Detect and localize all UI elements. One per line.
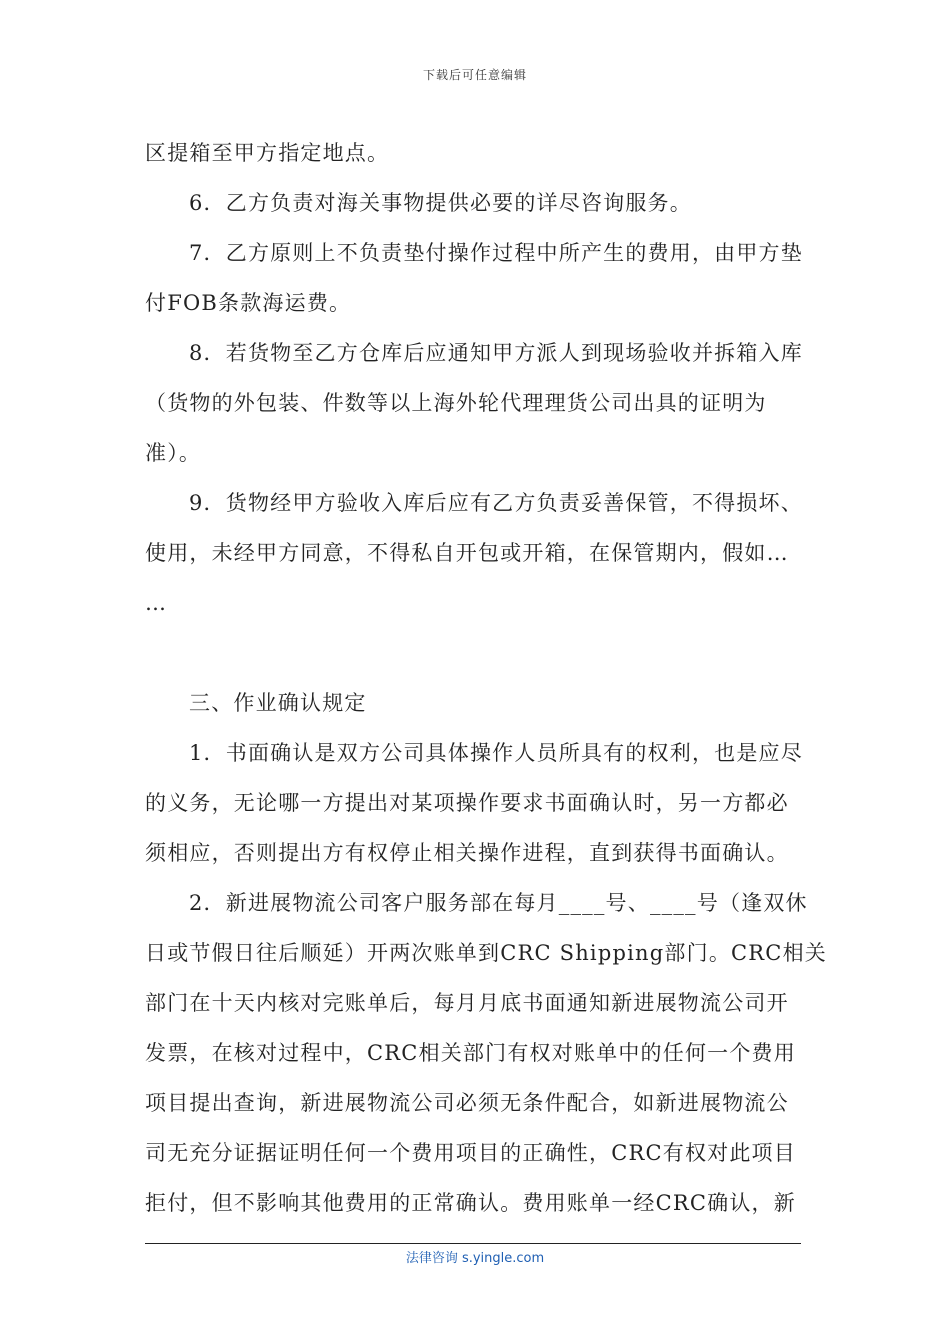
footer-divider: [145, 1243, 801, 1244]
body-line: 部门在十天内核对完账单后，每月月底书面通知新进展物流公司开: [145, 991, 789, 1015]
body-line: 使用，未经甲方同意，不得私自开包或开箱，在保管期内，假如…: [145, 541, 789, 565]
footer-link[interactable]: 法律咨询 s.yingle.com: [405, 1251, 545, 1266]
section-heading: 三、作业确认规定: [189, 691, 367, 715]
body-line: （货物的外包装、件数等以上海外轮代理理货公司出具的证明为: [145, 391, 767, 415]
body-line: 的义务，无论哪一方提出对某项操作要求书面确认时，另一方都必: [145, 791, 789, 815]
body-line: …: [145, 591, 168, 615]
clause-9-line: 9．货物经甲方验收入库后应有乙方负责妥善保管，不得损坏、: [189, 491, 803, 515]
paragraph-spacer: [145, 628, 801, 678]
clause-1-line: 1．书面确认是双方公司具体操作人员所具有的权利，也是应尽: [189, 741, 803, 765]
body-line: 项目提出查询，新进展物流公司必须无条件配合，如新进展物流公: [145, 1091, 789, 1115]
body-line: 付FOB条款海运费。: [145, 291, 352, 315]
body-line: 拒付，但不影响其他费用的正常确认。费用账单一经CRC确认，新: [145, 1191, 796, 1215]
body-line: 准）。: [145, 441, 202, 465]
clause-6-line: 6．乙方负责对海关事物提供必要的详尽咨询服务。: [189, 191, 692, 215]
body-line: 须相应，否则提出方有权停止相关操作进程，直到获得书面确认。: [145, 841, 789, 865]
clause-7-line: 7．乙方原则上不负责垫付操作过程中所产生的费用，由甲方垫: [189, 241, 803, 265]
document-body: [145, 128, 827, 1228]
header-note: 下载后可任意编辑: [422, 68, 527, 82]
body-line: 发票，在核对过程中，CRC相关部门有权对账单中的任何一个费用: [145, 1041, 796, 1065]
clause-2-line: 2．新进展物流公司客户服务部在每月____号、____号（逢双休: [189, 891, 808, 915]
body-line: 日或节假日往后顺延）开两次账单到CRC Shipping部门。CRC相关: [145, 941, 827, 965]
body-line: 司无充分证据证明任何一个费用项目的正确性，CRC有权对此项目: [145, 1141, 796, 1165]
clause-8-line: 8．若货物至乙方仓库后应通知甲方派人到现场验收并拆箱入库: [189, 341, 803, 365]
body-line: 区提箱至甲方指定地点。: [145, 141, 390, 165]
